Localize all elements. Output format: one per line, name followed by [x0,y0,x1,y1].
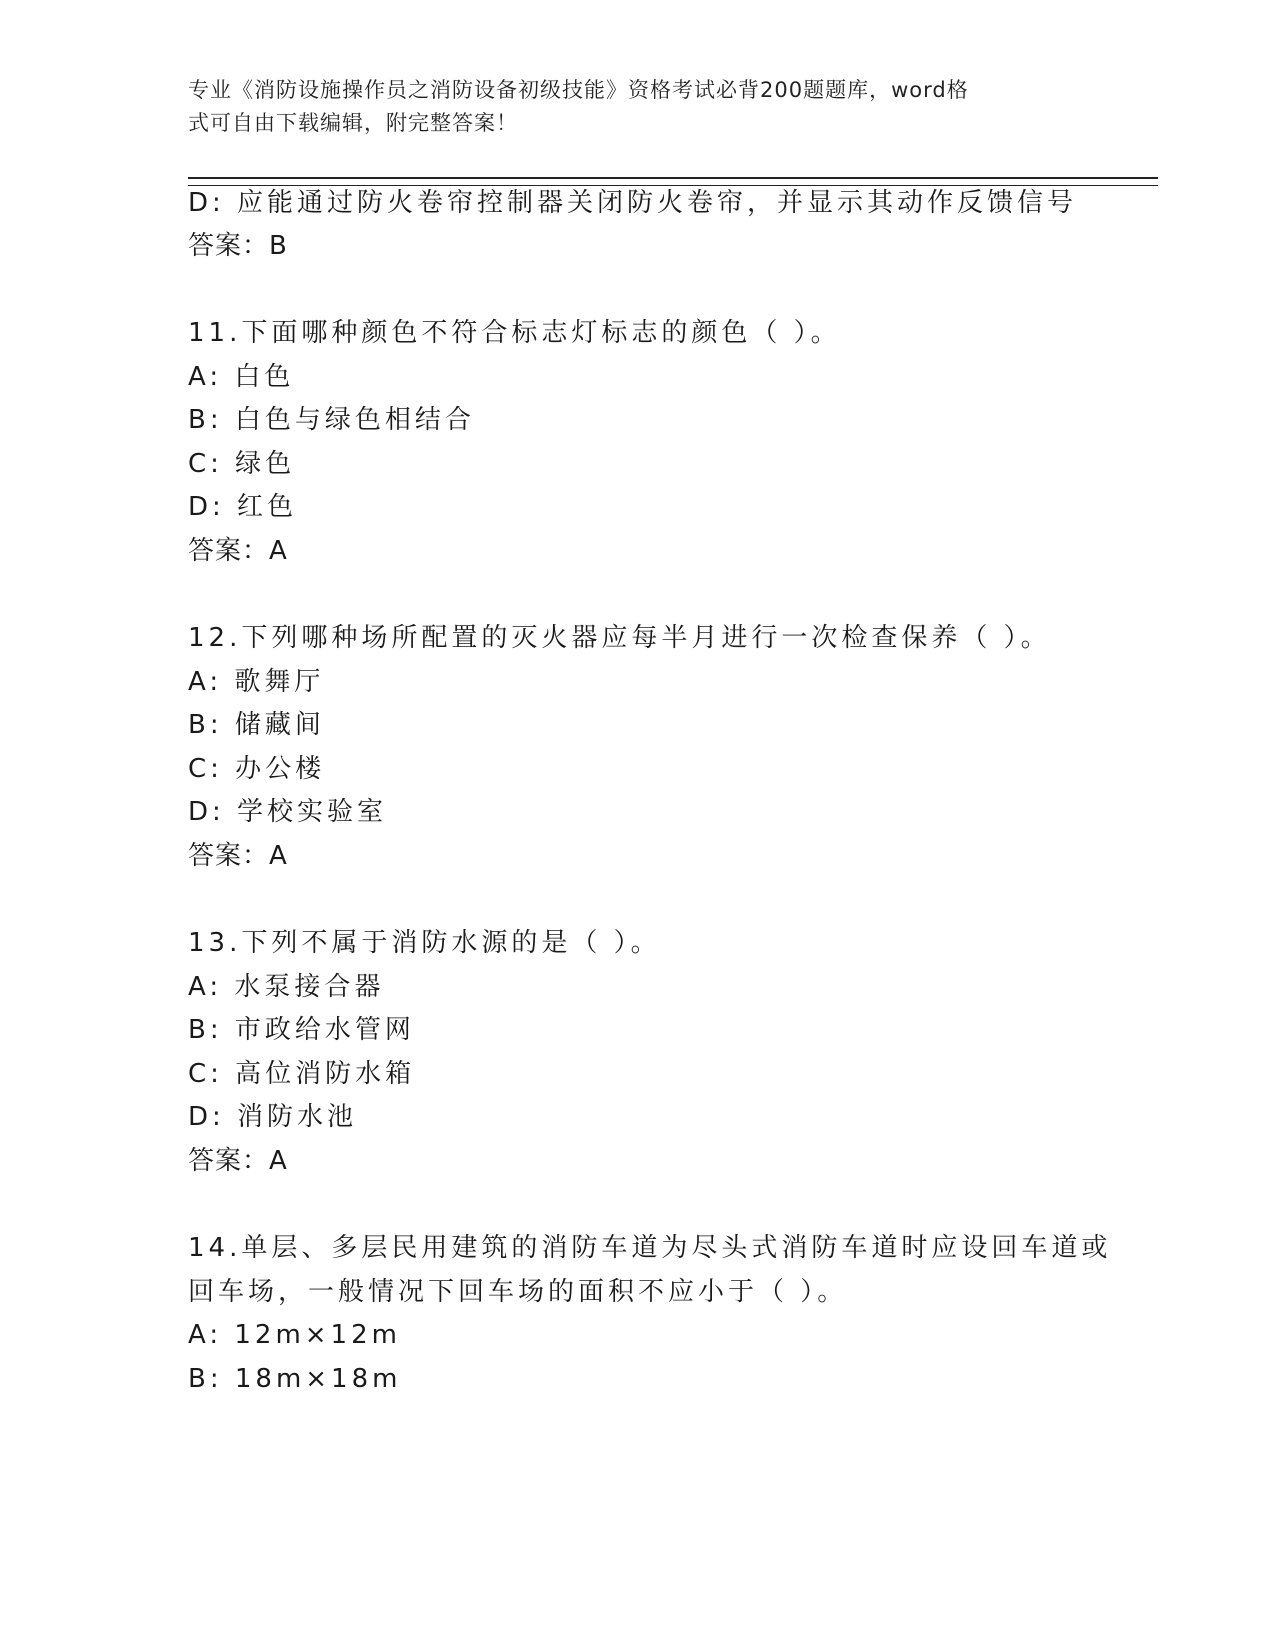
q13-option-c: C: 高位消防水箱 [188,1059,416,1089]
header-line-1: 专业《消防设施操作员之消防设备初级技能》资格考试必背200题题库，word格 [188,78,969,102]
prev-option-d: D: 应能通过防火卷帘控制器关闭防火卷帘，并显示其动作反馈信号 [188,188,1078,218]
header-divider [188,177,1158,186]
q13-option-d: D: 消防水池 [188,1102,358,1132]
q13-stem: 13.下列不属于消防水源的是（ ）。 [188,928,661,958]
q11-option-d: D: 红色 [188,492,298,522]
q14-option-a: A: 12m×12m [188,1320,401,1350]
q11-answer: 答案：A [188,536,288,566]
q11-option-a: A: 白色 [188,362,295,392]
document-header [188,74,1068,140]
q13-answer: 答案：A [188,1146,288,1176]
q13-option-b: B: 市政给水管网 [188,1015,415,1045]
q12-option-a: A: 歌舞厅 [188,667,325,697]
q11-stem: 11.下面哪种颜色不符合标志灯标志的颜色（ ）。 [188,318,841,348]
q14-option-b: B: 18m×18m [188,1364,402,1394]
q12-answer: 答案：A [188,841,288,871]
q13-option-a: A: 水泵接合器 [188,972,385,1002]
q12-option-c: C: 办公楼 [188,754,326,784]
q12-stem: 12.下列哪种场所配置的灭火器应每半月进行一次检查保养（ ）。 [188,623,1051,653]
q12-option-d: D: 学校实验室 [188,797,388,827]
q12-option-b: B: 储藏间 [188,710,325,740]
header-line-2: 式可自由下载编辑，附完整答案！ [188,111,518,135]
q11-option-c: C: 绿色 [188,449,296,479]
q11-option-b: B: 白色与绿色相结合 [188,405,475,435]
prev-answer: 答案：B [188,231,288,261]
q14-stem-line-2: 回车场，一般情况下回车场的面积不应小于（ ）。 [188,1277,848,1307]
q14-stem-line-1: 14.单层、多层民用建筑的消防车道为尽头式消防车道时应设回车道或 [188,1233,1112,1263]
